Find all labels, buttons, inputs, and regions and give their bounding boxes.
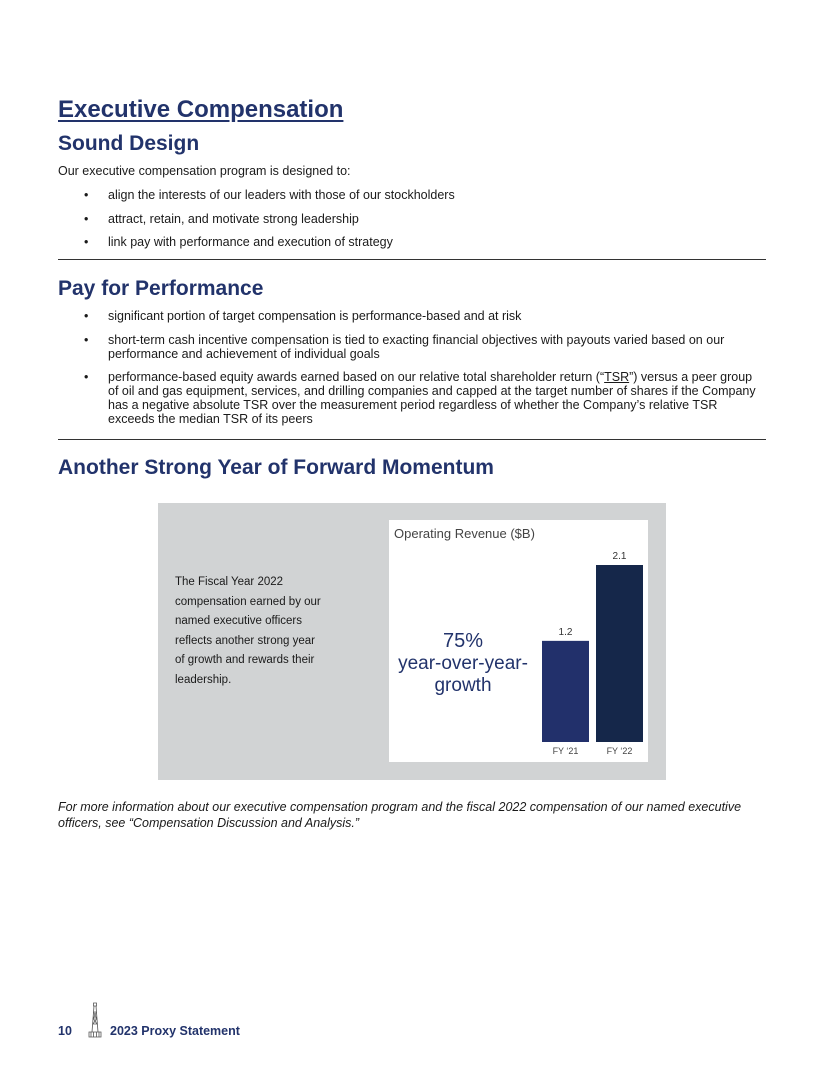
bar-2 bbox=[596, 565, 643, 742]
list-item bbox=[58, 333, 763, 361]
list-item-text: link pay with performance and execution of strategy bbox=[108, 235, 393, 249]
growth-percent: 75% bbox=[442, 630, 484, 652]
bullet-icon: • bbox=[84, 235, 89, 249]
revenue-chart-svg bbox=[389, 520, 648, 762]
list-item bbox=[58, 370, 763, 426]
list-item bbox=[58, 309, 763, 323]
section-divider bbox=[58, 439, 766, 440]
page-number: 10 bbox=[58, 1024, 72, 1038]
bullet-icon: • bbox=[84, 370, 89, 384]
list-item bbox=[58, 188, 763, 202]
closing-note: For more information about our executive compensation program and the fiscal 2022 compensation of our named executive officers, see “Compensation Discussion and Analysis.” bbox=[58, 800, 742, 830]
bullet-icon: • bbox=[84, 332, 89, 347]
bar-value-label: 1.2 bbox=[558, 626, 573, 638]
momentum-heading: Another Strong Year of Forward Momentum bbox=[58, 456, 494, 479]
page-title: Executive Compensation bbox=[58, 96, 344, 123]
list-item-text bbox=[108, 370, 756, 426]
list-item-text: significant portion of target compensation is performance-based and at risk bbox=[108, 309, 522, 323]
bar-1 bbox=[542, 641, 589, 742]
tsr-text-before: performance-based equity awards earned based on our relative total shareholder return (“ bbox=[108, 370, 605, 384]
category-tick-label: FY ‘22 bbox=[606, 746, 633, 756]
list-item-text: attract, retain, and motivate strong leadership bbox=[108, 211, 359, 226]
list-item-text: short-term cash incentive compensation is tied to exacting financial objectives with payouts varied based on our performance and achievement of individual goals bbox=[108, 332, 725, 361]
revenue-panel bbox=[158, 503, 666, 780]
category-tick-label: FY ‘21 bbox=[552, 746, 579, 756]
growth-line-2: growth bbox=[434, 675, 492, 696]
sound-design-list bbox=[58, 188, 763, 259]
chart-bars bbox=[542, 551, 643, 756]
list-item bbox=[58, 212, 763, 226]
bar-value-label: 2.1 bbox=[612, 551, 627, 562]
derrick-logo-icon bbox=[88, 1002, 102, 1038]
sound-design-heading: Sound Design bbox=[58, 132, 200, 155]
tsr-term: TSR bbox=[604, 370, 630, 384]
bullet-icon: • bbox=[84, 188, 89, 202]
chart-title: Operating Revenue ($B) bbox=[394, 526, 535, 541]
pay-for-performance-list bbox=[58, 309, 763, 436]
growth-line-1: year-over-year- bbox=[398, 653, 528, 674]
sound-design-intro: Our executive compensation program is designed to: bbox=[58, 164, 351, 178]
list-item-text: align the interests of our leaders with those of our stockholders bbox=[108, 188, 455, 202]
pay-for-performance-heading: Pay for Performance bbox=[58, 277, 264, 300]
panel-description: The Fiscal Year 2022 compensation earned by our named executive officers reflects another strong year of growth and rewards their leadership. bbox=[175, 576, 321, 686]
bullet-icon: • bbox=[84, 309, 89, 323]
footer-title: 2023 Proxy Statement bbox=[110, 1024, 240, 1038]
section-divider bbox=[58, 259, 766, 260]
revenue-chart bbox=[389, 520, 648, 762]
tsr-text-after: ”) versus a peer group of oil and gas equipment, services, and drilling companies and capped at the target number of shares if the Company has a negative absolute TSR over the measurement period regardless of whether the Company’s relative TSR exceeds the median TSR of its peers bbox=[108, 370, 756, 426]
bullet-icon: • bbox=[84, 211, 89, 226]
list-item bbox=[58, 235, 763, 249]
